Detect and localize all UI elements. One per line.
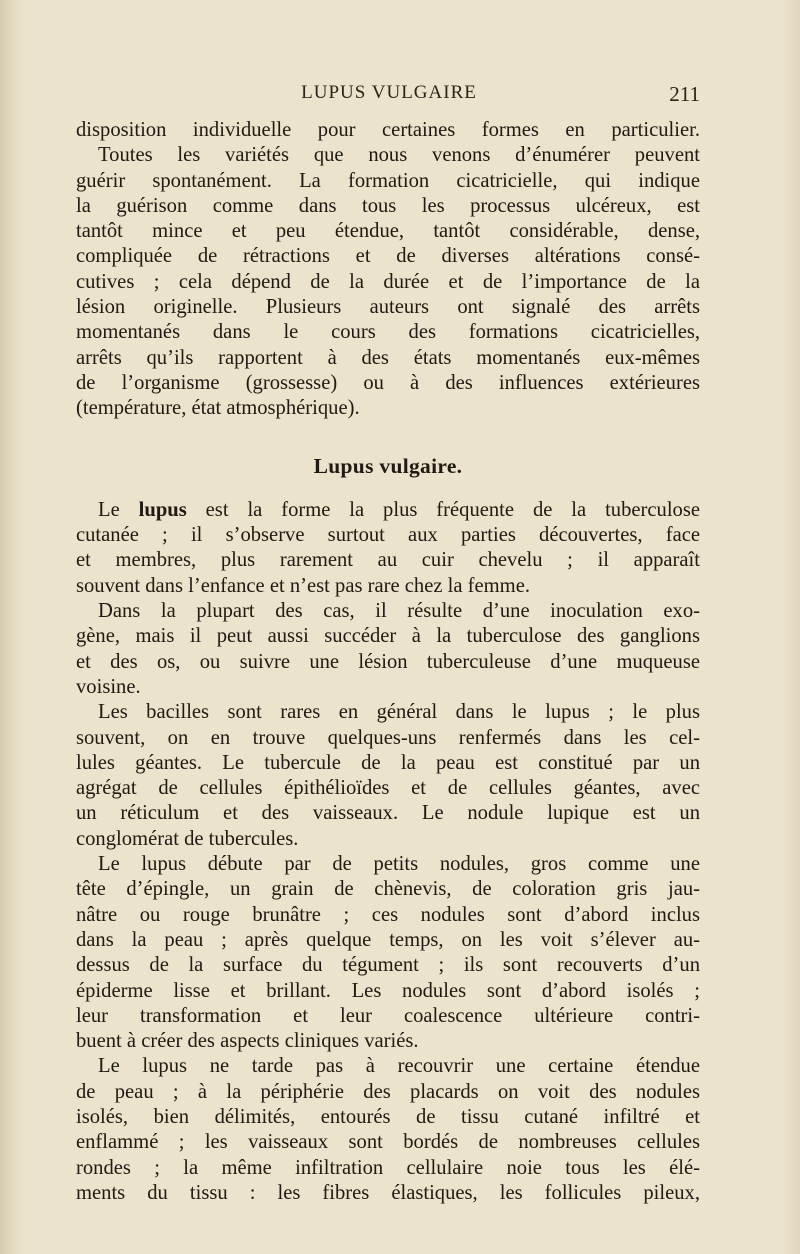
text-line: rondes ; la même infiltration cellulaire noie tous les élé- xyxy=(76,1156,700,1179)
text-line: buent à créer des aspects cliniques variés. xyxy=(76,1030,419,1053)
text-line: dessus de la surface du tégument ; ils sont recouverts d’un xyxy=(76,954,700,977)
page-number: 211 xyxy=(669,82,700,106)
text-line: et membres, plus rarement au cuir chevelu ; il apparaît xyxy=(76,549,700,572)
text-line: souvent, on en trouve quelques-uns renfermés dans les cel- xyxy=(76,726,700,749)
text-line: de l’organisme (grossesse) ou à des influences extérieures xyxy=(76,371,700,394)
text-line: disposition individuelle pour certaines formes en particulier. xyxy=(76,119,700,141)
text-line: voisine. xyxy=(76,675,141,698)
text-line: lésion originelle. Plusieurs auteurs ont signalé des arrêts xyxy=(76,296,700,319)
text-fragment: Le xyxy=(98,498,139,521)
text-line: cutives ; cela dépend de la durée et de l’importance de la xyxy=(76,270,700,293)
text-line: tête d’épingle, un grain de chènevis, de coloration gris jau- xyxy=(76,878,700,901)
text-line: agrégat de cellules épithélioïdes et de cellules géantes, avec xyxy=(76,777,700,800)
text-line: Le lupus ne tarde pas à recouvrir une certaine étendue xyxy=(98,1055,700,1078)
text-line: Toutes les variétés que nous venons d’énumérer peuvent xyxy=(98,144,700,167)
text-line: guérir spontanément. La formation cicatricielle, qui indique xyxy=(76,169,700,192)
text-line: tantôt mince et peu étendue, tantôt considérable, dense, xyxy=(76,220,700,243)
text-line: lules géantes. Le tubercule de la peau est constitué par un xyxy=(76,751,700,774)
text-line: isolés, bien délimités, entourés de tissu cutané infiltré et xyxy=(76,1105,700,1128)
text-line: leur transformation et leur coalescence ultérieure contri- xyxy=(76,1004,700,1027)
text-line: un réticulum et des vaisseaux. Le nodule lupique est un xyxy=(76,802,700,825)
text-line: Le lupus débute par de petits nodules, gros comme une xyxy=(98,853,700,876)
text-line xyxy=(76,498,700,523)
text-line: cutanée ; il s’observe surtout aux parties découvertes, face xyxy=(76,524,700,547)
text-line: de peau ; à la périphérie des placards on voit des nodules xyxy=(76,1080,700,1103)
lead-term: lupus xyxy=(138,498,187,521)
section-heading: Lupus vulgaire. xyxy=(313,453,463,478)
text-line: ments du tissu : les fibres élastiques, les follicules pileux, xyxy=(76,1181,700,1204)
text-line: dans la peau ; après quelque temps, on les voit s’élever au- xyxy=(76,928,700,951)
text-line: conglomérat de tubercules. xyxy=(76,827,299,850)
text-line: souvent dans l’enfance et n’est pas rare chez la femme. xyxy=(76,574,530,597)
text-line: Les bacilles sont rares en général dans le lupus ; le plus xyxy=(98,701,700,724)
text-line: enflammé ; les vaisseaux sont bordés de nombreuses cellules xyxy=(76,1131,700,1154)
text-line: arrêts qu’ils rapportent à des états momentanés eux-mêmes xyxy=(76,346,700,369)
text-line: la guérison comme dans tous les processus ulcéreux, est xyxy=(76,194,700,217)
text-line: momentanés dans le cours des formations cicatricielles, xyxy=(76,321,700,344)
text-line: compliquée de rétractions et de diverses altérations consé- xyxy=(76,245,700,268)
text-line: et des os, ou suivre une lésion tuberculeuse d’une muqueuse xyxy=(76,650,700,673)
text-line: (température, état atmosphérique). xyxy=(76,397,360,420)
running-head xyxy=(78,82,700,112)
running-title: LUPUS VULGAIRE xyxy=(301,82,477,103)
text-line: gène, mais il peut aussi succéder à la tuberculose des ganglions xyxy=(76,625,700,648)
text-line: nâtre ou rouge brunâtre ; ces nodules sont d’abord inclus xyxy=(76,903,700,926)
text-fragment: est la forme la plus fréquente de la tuberculose xyxy=(186,498,700,521)
text-line: épiderme lisse et brillant. Les nodules sont d’abord isolés ; xyxy=(76,979,700,1002)
text-line: Dans la plupart des cas, il résulte d’une inoculation exo- xyxy=(98,600,700,623)
body-text xyxy=(76,118,700,1206)
